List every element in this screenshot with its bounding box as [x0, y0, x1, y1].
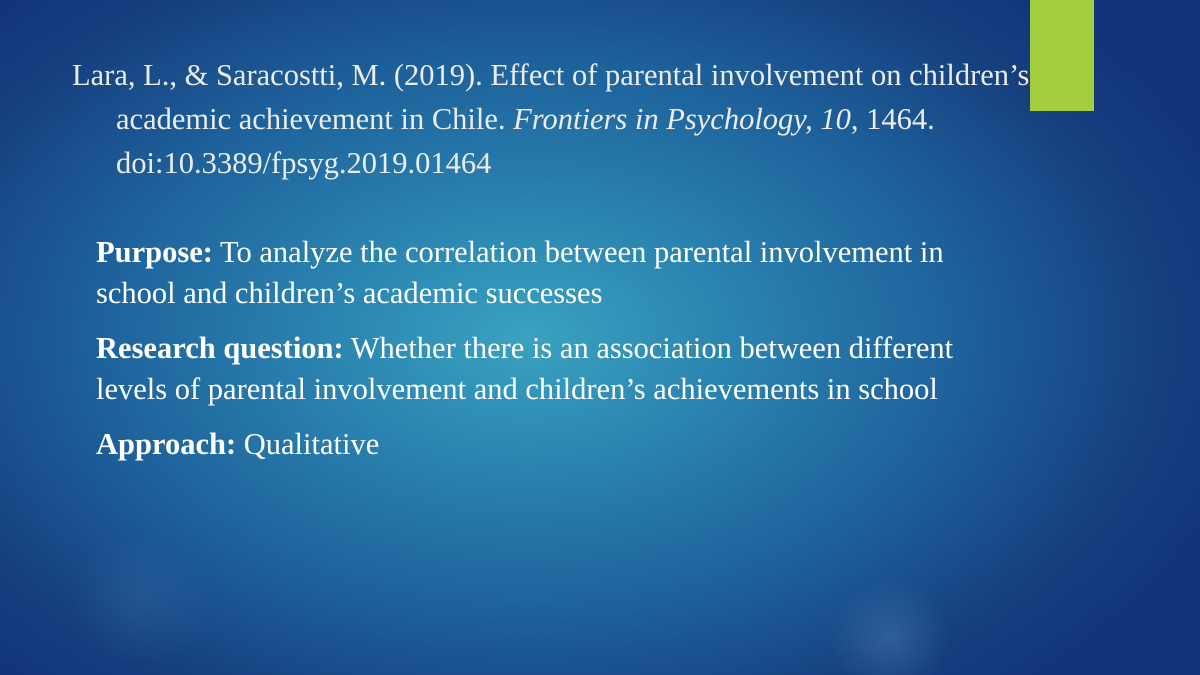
background-glow	[830, 580, 950, 675]
background-glow	[60, 540, 220, 660]
approach-paragraph	[96, 424, 996, 465]
approach-label: Approach:	[96, 427, 237, 461]
purpose-text: To analyze the correlation between parental involvement in school and children’s academic successes	[96, 235, 944, 310]
citation-authors-title: Lara, L., & Saracostti, M. (2019). Effect of parental involvement on children’s academic achievement in Chile.	[72, 58, 1030, 136]
research-question-text: Whether there is an association between different levels of parental involvement and children’s achievements in school	[96, 331, 954, 406]
purpose-label: Purpose:	[96, 235, 213, 269]
citation-journal: Frontiers in Psychology, 10	[513, 102, 851, 136]
citation-pages-doi: , 1464. doi:10.3389/fpsyg.2019.01464	[116, 102, 935, 180]
research-question-label: Research question:	[96, 331, 344, 365]
purpose-paragraph	[96, 232, 996, 314]
summary-body	[96, 232, 996, 479]
approach-text: Qualitative	[236, 427, 380, 461]
citation	[72, 53, 1046, 185]
research-question-paragraph	[96, 328, 996, 410]
